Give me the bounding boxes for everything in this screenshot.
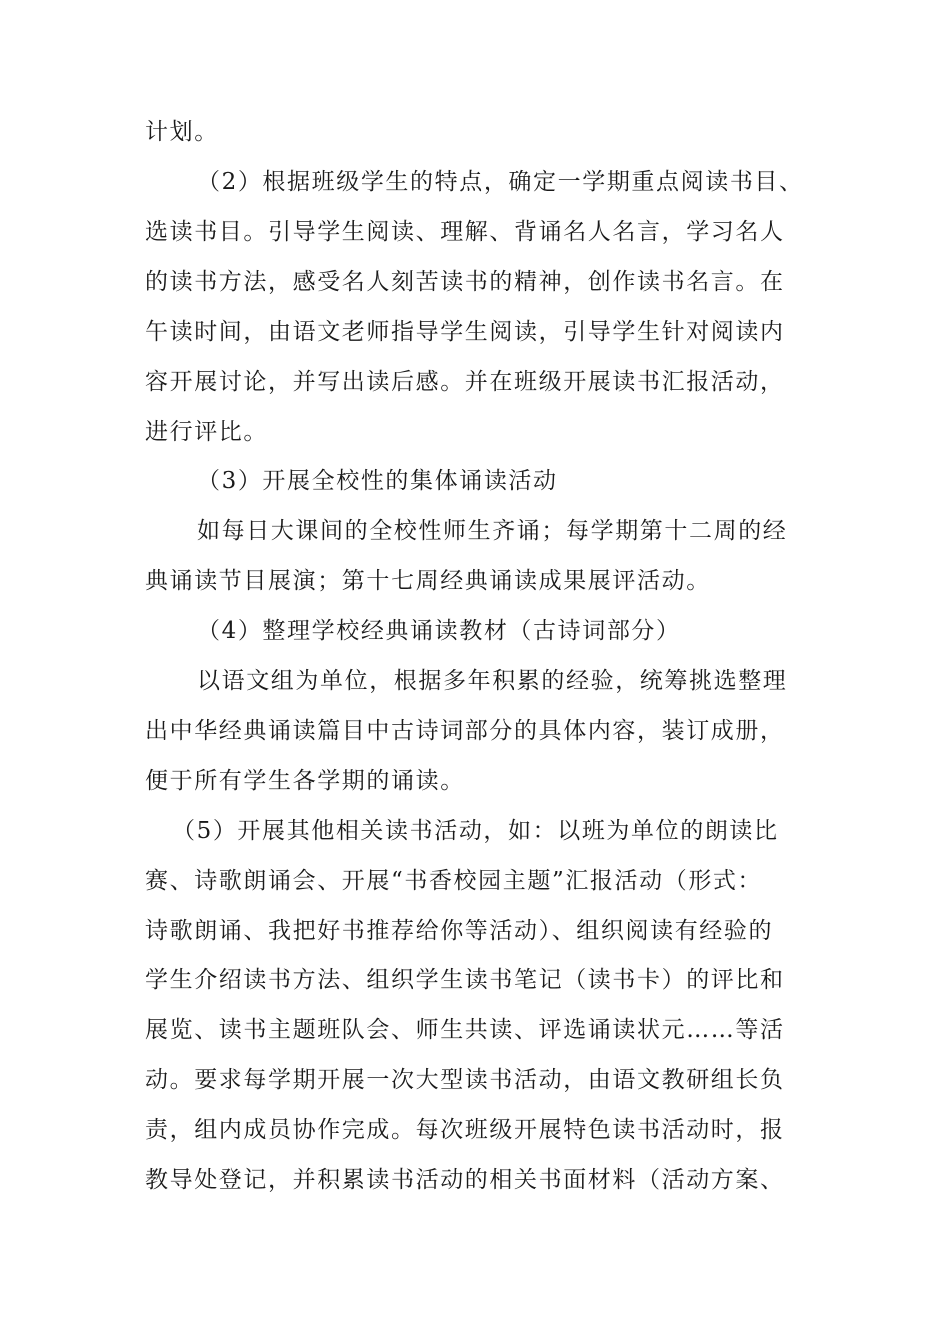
text-line: 进行评比。: [145, 419, 268, 445]
text-line: 赛、诗歌朗诵会、开展“书香校园主题”汇报活动（形式：: [145, 868, 763, 894]
text-line: （2）根据班级学生的特点，确定一学期重点阅读书目、: [197, 169, 804, 195]
text-line: 午读时间，由语文老师指导学生阅读，引导学生针对阅读内: [145, 319, 785, 345]
text-line: 教导处登记，并积累读书活动的相关书面材料（活动方案、: [145, 1167, 785, 1193]
text-line: （5）开展其他相关读书活动，如：以班为单位的朗读比: [172, 818, 779, 844]
text-line: 如每日大课间的全校性师生齐诵；每学期第十二周的经: [197, 518, 788, 544]
text-line: 动。要求每学期开展一次大型读书活动，由语文教研组长负: [145, 1067, 785, 1093]
text-line: 学生介绍读书方法、组织学生读书笔记（读书卡）的评比和: [145, 967, 785, 993]
text-line: （3）开展全校性的集体诵读活动: [197, 468, 558, 494]
text-line: 以语文组为单位，根据多年积累的经验，统筹挑选整理: [197, 668, 788, 694]
text-line: 便于所有学生各学期的诵读。: [145, 768, 465, 794]
text-line: 计划。: [145, 119, 219, 145]
text-line: 责，组内成员协作完成。每次班级开展特色读书活动时，报: [145, 1117, 785, 1143]
text-line: 出中华经典诵读篇目中古诗词部分的具体内容，装订成册，: [145, 718, 785, 744]
text-line: （4）整理学校经典诵读教材（古诗词部分）: [197, 618, 681, 644]
text-line: 选读书目。引导学生阅读、理解、背诵名人名言，学习名人: [145, 219, 785, 245]
text-line: 的读书方法，感受名人刻苦读书的精神，创作读书名言。在: [145, 269, 785, 295]
text-line: 展览、读书主题班队会、师生共读、评选诵读状元……等活: [145, 1017, 785, 1043]
text-line: 容开展讨论，并写出读后感。并在班级开展读书汇报活动，: [145, 369, 785, 395]
text-line: 典诵读节目展演；第十七周经典诵读成果展评活动。: [145, 568, 711, 594]
text-line: 诗歌朗诵、我把好书推荐给你等活动）、组织阅读有经验的: [145, 918, 774, 944]
